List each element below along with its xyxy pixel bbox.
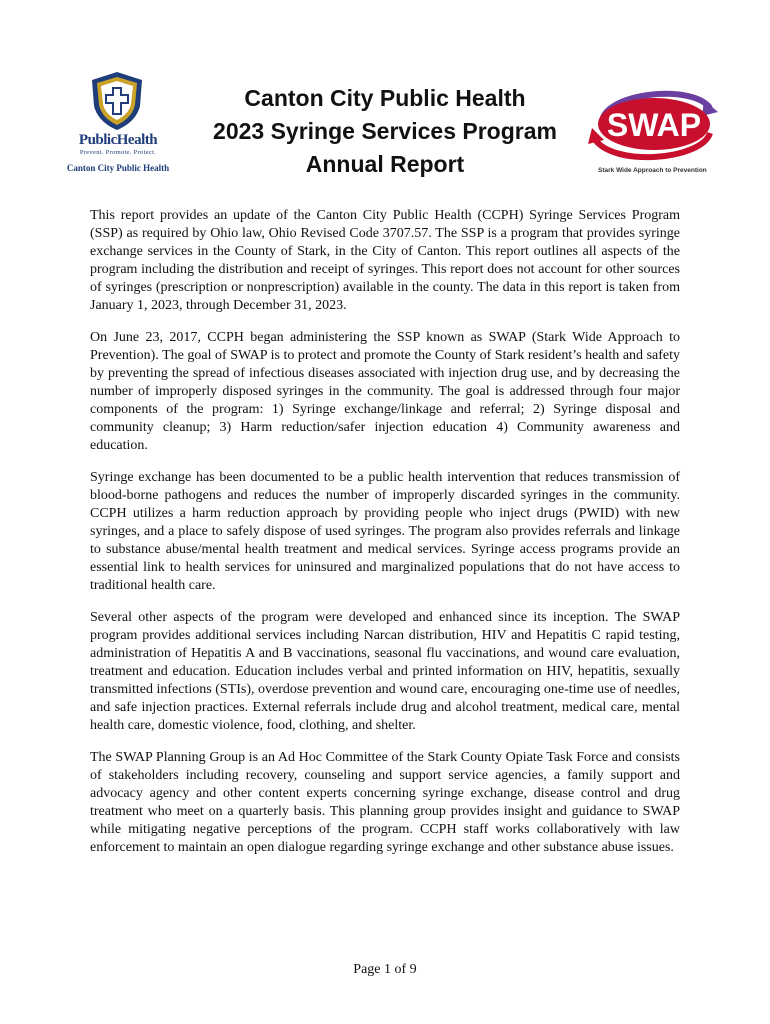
title-line-3: Annual Report	[305, 151, 465, 177]
shield-cross-icon	[88, 70, 146, 132]
paragraph-additional-services: Several other aspects of the program were developed and enhanced since its inception. The SWAP program provides additional services including Narcan distribution, HIV and Hepatitis C rapid testing, administration of Hepatitis A and B vaccinations, seasonal flu vaccinations, and wound care evaluation, treatment and education. Education includes verbal and printed information on HIV, hepatitis, sexually transmitted infections (STIs), overdose prevention and wound care, encouraging one-time use of needles, and safe injection practices. External referrals include drug and alcohol treatment, medical care, mental health care, domestic violence, food, clothing, and shelter.	[90, 610, 680, 733]
title-line-1: Canton City Public Health	[244, 85, 526, 111]
logo-name: PublicHealth	[78, 132, 158, 148]
page-number: Page 1 of 9	[353, 962, 417, 977]
document-header	[0, 0, 770, 200]
public-health-logo	[58, 70, 178, 180]
swap-logo-text: SWAP	[606, 107, 702, 143]
paragraph-syringe-exchange: Syringe exchange has been documented to be a public health intervention that reduces transmission of blood-borne pathogens and reduces the number of improperly discarded syringes in the community. CCPH utilizes a harm reduction approach by providing people who inject drugs (PWID) with new syringes, and a place to safely dispose of used syringes. The program also provides referrals and linkage to substance abuse/mental health treatment and medical services. Syringe access programs provide an essential link to health services for uninsured and marginalized populations that do not have access to traditional health care.	[90, 470, 680, 593]
paragraph-swap-goal: On June 23, 2017, CCPH began administering the SSP known as SWAP (Stark Wide Approach to Prevention). The goal of SWAP is to protect and promote the County of Stark resident’s health and safety by preventing the spread of infectious diseases associated with injection drug use, and by decreasing the number of improperly disposed syringes in the community. The goal is addressed through four major components of the program: 1) Syringe exchange/linkage and referral; 2) Syringe disposal and community cleanup; 3) Harm reduction/safer injection education 4) Community awareness and education.	[90, 330, 680, 453]
title-line-2: 2023 Syringe Services Program	[213, 118, 557, 144]
report-body	[90, 207, 680, 871]
paragraph-planning-group: The SWAP Planning Group is an Ad Hoc Committee of the Stark County Opiate Task Force and consists of stakeholders including recovery, counseling and support service agencies, a family support and advocacy agency and other content experts concerning syringe exchange, disease control and drug treatment who meet on a quarterly basis. This planning group provides insight and guidance to SWAP while mitigating negative perceptions of the program. CCPH staff works collaboratively with law enforcement to maintain an open dialogue regarding syringe exchange and other substance abuse issues.	[90, 750, 680, 855]
report-title	[195, 82, 575, 181]
swap-tagline: Stark Wide Approach to Prevention	[598, 167, 707, 174]
logo-tagline: Prevent. Promote. Protect.	[79, 149, 157, 156]
swap-arrows-icon	[582, 78, 722, 168]
logo-city: Canton City Public Health	[66, 163, 170, 173]
paragraph-intro: This report provides an update of the Canton City Public Health (CCPH) Syringe Services Program (SSP) as required by Ohio law, Ohio Revised Code 3707.57. The SSP is a program that provides syringe exchange services in the County of Stark, in the City of Canton. This report outlines all aspects of the program including the distribution and receipt of syringes. This report does not account for other sources of syringes (prescription or nonprescription) available in the county. The data in this report is taken from January 1, 2023, through December 31, 2023.	[90, 208, 680, 313]
swap-logo	[582, 78, 722, 178]
